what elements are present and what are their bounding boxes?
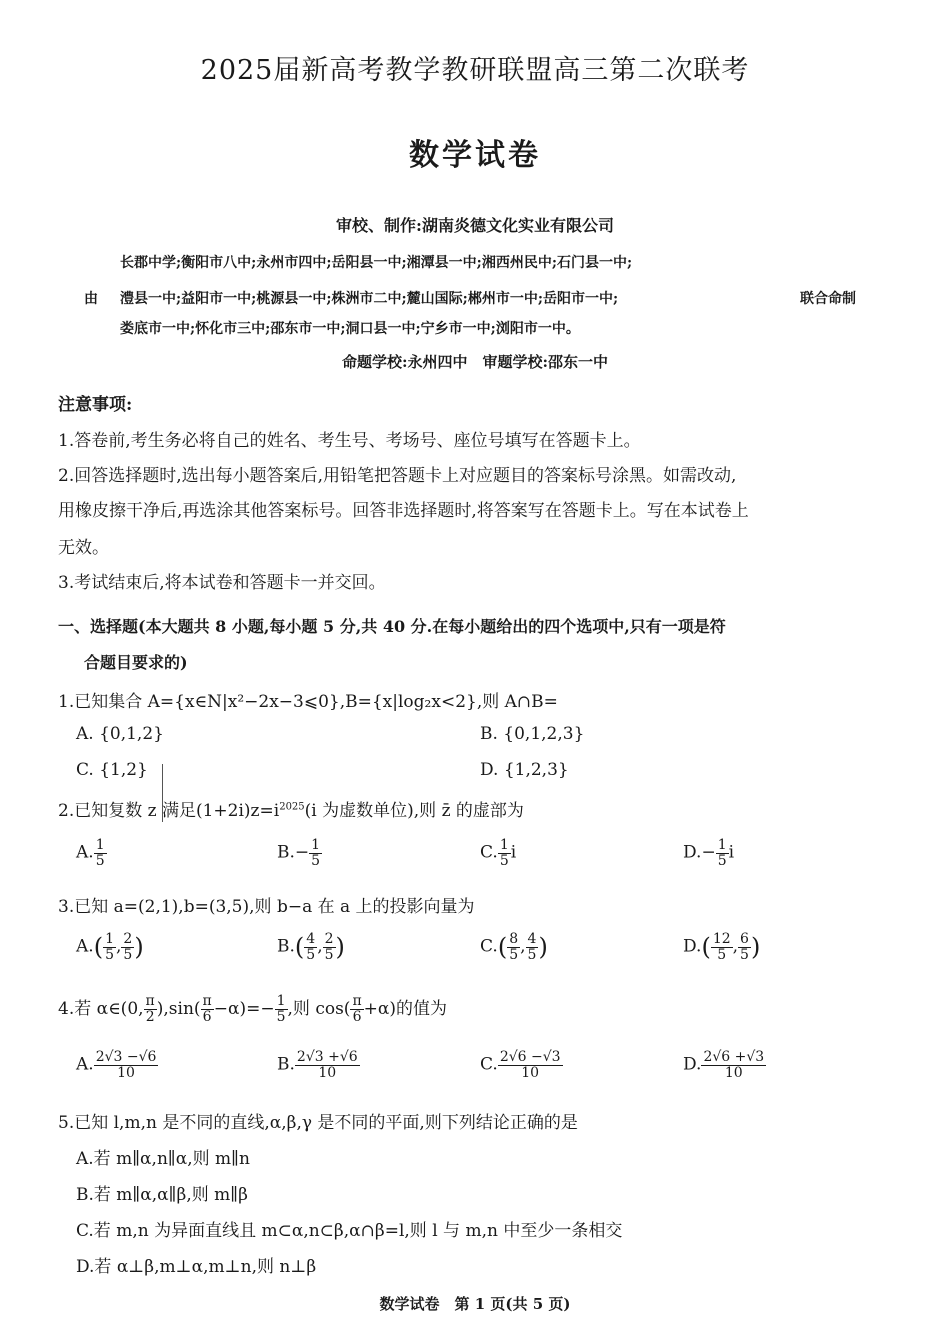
denominator: 10 — [521, 1064, 540, 1081]
denominator: 5 — [509, 946, 519, 963]
suffix: i — [728, 842, 735, 863]
numerator: 12 — [712, 931, 731, 947]
numerator: 2 — [324, 931, 334, 947]
fraction — [507, 932, 520, 962]
by-label: 由 — [84, 291, 98, 307]
numerator: 4 — [306, 931, 316, 947]
q2-option-b — [277, 838, 322, 868]
question-3: 3.已知 a=(2,1),b=(3,5),则 b−a 在 a 上的投影向量为 — [58, 897, 475, 917]
fraction — [350, 994, 363, 1024]
denominator: 5 — [311, 852, 321, 869]
numerator: 2√3 +√6 — [296, 1049, 358, 1065]
numerator: 6 — [740, 931, 749, 947]
q5-option-b: B.若 m∥α,α∥β,则 m∥β — [76, 1185, 248, 1205]
denominator: 5 — [123, 946, 133, 963]
numerator: 1 — [499, 837, 509, 853]
fraction — [304, 932, 317, 962]
denominator: 10 — [318, 1064, 337, 1081]
q3-option-a: A.( $\frac{1}{5}$ , $\frac{2}{5}$ ) — [76, 931, 144, 963]
option-label: A. — [76, 842, 94, 863]
numerator: 4 — [527, 931, 537, 947]
fraction — [144, 994, 157, 1024]
fraction — [103, 932, 116, 962]
notice-item-1: 1.答卷前,考生务必将自己的姓名、考生号、考场号、座位号填写在答题卡上。 — [58, 431, 641, 451]
denominator: 5 — [306, 946, 316, 963]
schools-line-1: 长郡中学;衡阳市八中;永州市四中;岳阳县一中;湘潭县一中;湘西州民中;石门县一中; — [120, 255, 633, 271]
section-heading-line1: 一、选择题(本大题共 8 小题,每小题 5 分,共 40 分.在每小题给出的四个选项中,只有一项是符 — [58, 617, 726, 636]
option-label: B. — [277, 936, 295, 957]
option-label: D. — [683, 1054, 702, 1075]
option-label: C. — [480, 1054, 498, 1075]
q4-stem-part: ),sin( — [156, 999, 201, 1019]
numerator: 1 — [95, 837, 105, 853]
q1-option-b: B. {0,1,2,3} — [480, 724, 585, 744]
numerator: 2√3 −√6 — [95, 1049, 157, 1065]
q2-option-a — [76, 838, 107, 868]
schools-line-2: 澧县一中;益阳市一中;桃源县一中;株洲市二中;麓山国际;郴州市一中;岳阳市一中; — [120, 291, 619, 307]
denominator: 5 — [105, 946, 114, 963]
question-1: 1.已知集合 A={x∈N|x²−2x−3⩽0},B={x|log₂x<2},则 A∩B= — [58, 692, 558, 712]
denominator: 5 — [740, 946, 749, 963]
setter-schools: 命题学校:永州四中 审题学校:邵东一中 — [341, 353, 609, 371]
q3-option-d: D.( $\frac{12}{5}$ , $\frac{6}{5}$ ) — [683, 931, 761, 963]
option-label: B. — [277, 1054, 295, 1075]
denominator: 6 — [352, 1009, 362, 1025]
notice-item-2c: 无效。 — [58, 538, 109, 558]
option-label: A. — [76, 936, 94, 957]
denominator: 5 — [324, 946, 334, 963]
fraction — [701, 1050, 766, 1080]
q2-option-d — [683, 838, 734, 868]
section-heading-line2: 合题目要求的) — [84, 653, 188, 672]
q4-stem-part: 4.若 α∈(0, — [58, 999, 144, 1019]
q1-option-a: A. {0,1,2} — [76, 724, 164, 744]
denominator: 6 — [202, 1009, 212, 1025]
q4-stem-part: +α)的值为 — [363, 999, 447, 1019]
sign: − — [294, 842, 310, 863]
numerator: π — [202, 993, 212, 1010]
numerator: 2√6 −√3 — [499, 1049, 561, 1065]
denominator: 5 — [717, 852, 727, 869]
q2-exponent: 2025 — [279, 801, 305, 813]
fraction — [309, 838, 322, 868]
fraction — [526, 932, 539, 962]
q5-option-a: A.若 m∥α,n∥α,则 m∥n — [76, 1149, 250, 1169]
question-4 — [58, 994, 447, 1025]
fraction — [275, 994, 288, 1024]
notice-item-3: 3.考试结束后,将本试卷和答题卡一并交回。 — [58, 573, 386, 593]
denominator: 5 — [527, 946, 537, 963]
numerator: 1 — [105, 931, 114, 947]
q4-stem-part: −α)=− — [213, 999, 275, 1019]
schools-line-3: 娄底市一中;怀化市三中;邵东市一中;洞口县一中;宁乡市一中;浏阳市一中。 — [120, 321, 580, 337]
denominator: 10 — [724, 1064, 743, 1081]
numerator: π — [352, 993, 362, 1010]
numerator: 1 — [276, 993, 286, 1010]
fraction — [94, 1050, 159, 1080]
q4-option-b — [277, 1050, 360, 1080]
numerator: 2 — [123, 931, 133, 947]
q1-option-c: C. {1,2} — [76, 760, 148, 780]
option-label: A. — [76, 1054, 94, 1075]
denominator: 5 — [276, 1009, 286, 1025]
fraction — [201, 994, 214, 1024]
sign: − — [701, 842, 716, 863]
option-label: D. — [683, 936, 702, 957]
numerator: 1 — [717, 837, 727, 853]
denominator: 10 — [117, 1064, 135, 1081]
q2-option-c — [480, 838, 516, 868]
fraction — [716, 838, 729, 868]
q5-option-d: D.若 α⊥β,m⊥α,m⊥n,则 n⊥β — [76, 1257, 317, 1277]
q3-option-c: C.( $\frac{8}{5}$ , $\frac{4}{5}$ ) — [480, 931, 548, 963]
subject-title: 数学试卷 — [409, 138, 541, 173]
q2-stem-post: (i 为虚数单位),则 z̄ 的虚部为 — [304, 801, 524, 821]
option-label: C. — [480, 936, 498, 957]
producer-line: 审校、制作:湖南炎德文化实业有限公司 — [336, 216, 614, 235]
numerator: 1 — [311, 837, 321, 853]
numerator: π — [145, 993, 155, 1010]
denominator: 5 — [95, 852, 105, 869]
fraction — [295, 1050, 360, 1080]
notice-title: 注意事项: — [58, 395, 133, 415]
numerator: 8 — [509, 931, 519, 947]
suffix: i — [510, 842, 517, 863]
q4-option-c — [480, 1050, 563, 1080]
notice-item-2b: 用橡皮擦干净后,再选涂其他答案标号。回答非选择题时,将答案写在答题卡上。写在本试卷上 — [58, 501, 749, 521]
fraction — [94, 838, 107, 868]
option-label: C. — [480, 842, 498, 863]
fraction — [498, 1050, 563, 1080]
option-label: D. — [683, 842, 702, 863]
q2-stem-pre: 2.已知复数 z 满足(1+2i)z=i — [58, 801, 280, 821]
option-label: B. — [277, 842, 295, 863]
question-2 — [58, 796, 524, 821]
q3-option-b: B.( $\frac{4}{5}$ , $\frac{2}{5}$ ) — [277, 931, 345, 963]
fraction — [738, 932, 751, 962]
exam-title: 2025届新高考教学教研联盟高三第二次联考 — [200, 55, 750, 86]
fraction — [711, 932, 733, 962]
fraction — [323, 932, 336, 962]
q5-option-c: C.若 m,n 为异面直线且 m⊂α,n⊂β,α∩β=l,则 l 与 m,n 中至少一条相交 — [76, 1221, 623, 1241]
q4-stem-part: ,则 cos( — [287, 999, 351, 1019]
denominator: 2 — [145, 1009, 155, 1025]
fraction — [121, 932, 134, 962]
question-5: 5.已知 l,m,n 是不同的直线,α,β,γ 是不同的平面,则下列结论正确的是 — [58, 1113, 578, 1133]
denominator: 5 — [499, 852, 509, 869]
q4-option-a — [76, 1050, 158, 1080]
fraction — [498, 838, 511, 868]
jointly-made-label: 联合命制 — [800, 291, 856, 307]
notice-item-2a: 2.回答选择题时,选出每小题答案后,用铅笔把答题卡上对应题目的答案标号涂黑。如需改动, — [58, 466, 737, 486]
q4-option-d — [683, 1050, 766, 1080]
numerator: 2√6 +√3 — [703, 1049, 765, 1065]
denominator: 5 — [717, 946, 727, 963]
page-footer: 数学试卷 第 1 页(共 5 页) — [379, 1295, 571, 1313]
q1-option-d: D. {1,2,3} — [480, 760, 569, 780]
